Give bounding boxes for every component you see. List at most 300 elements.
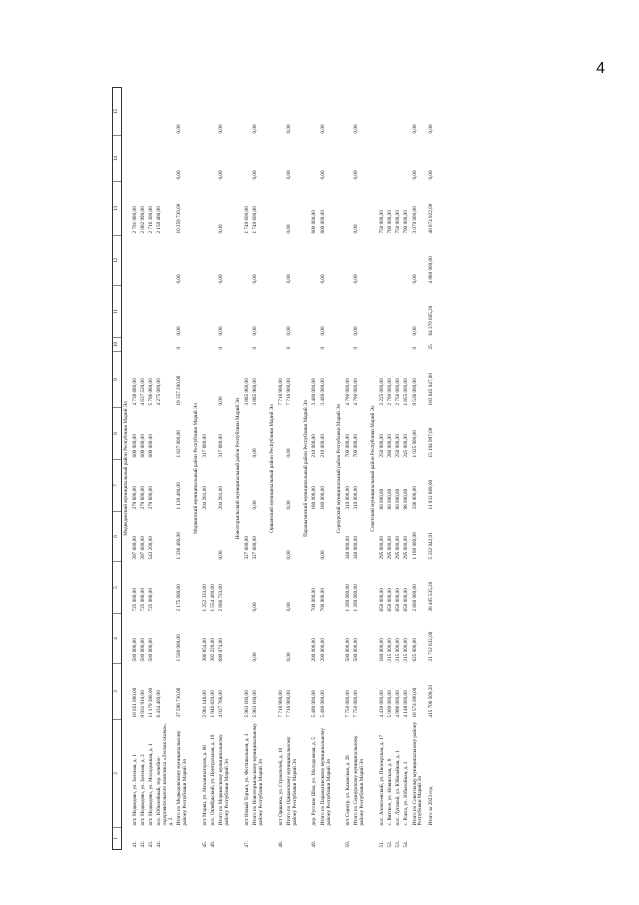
amount-cell: 3 885 960,00	[252, 378, 259, 406]
header-cell: 12	[113, 236, 122, 286]
address-cell: Итого по Сернурскому муниципальному району Республики Марий Эл	[353, 735, 366, 826]
amount-cell: 415 706 569,20	[427, 685, 434, 718]
amount-cell: 0,00	[176, 124, 183, 134]
amount-cell	[202, 286, 210, 338]
amount-cell: 0,00	[176, 274, 183, 284]
amount-cell: 0,00	[285, 326, 292, 336]
section-row	[302, 88, 312, 850]
amount-cell: 327 600,00	[243, 536, 250, 560]
row-number-cell: 51.	[378, 841, 385, 848]
amount-cell: 0,00	[218, 396, 225, 406]
amount-cell	[345, 338, 353, 352]
amount-cell: 2 175 000,00	[176, 584, 183, 612]
total-row	[353, 88, 369, 850]
amount-cell: 10 051 080,00	[131, 687, 138, 718]
amount-cell: 21 712 632,00	[427, 631, 434, 662]
amount-cell: 0,00	[319, 124, 326, 134]
section-row	[369, 88, 379, 850]
amount-cell: 0,00	[353, 274, 360, 284]
amount-cell: 0,00	[252, 602, 259, 612]
amount-cell	[244, 136, 252, 182]
amount-cell: 2 700 000,00	[387, 378, 394, 406]
amount-cell: 500 000,00	[353, 638, 360, 662]
amount-cell: 543 200,00	[148, 536, 155, 560]
amount-cell: 725 000,00	[139, 588, 146, 612]
section-title: Медведевский муниципальный район Республики Марий Эл	[122, 401, 129, 536]
table-row	[311, 88, 319, 850]
amount-cell	[311, 286, 319, 338]
amount-cell: 379 800,00	[148, 486, 155, 510]
amount-cell: 4 700 000,00	[345, 378, 352, 406]
header-cell: 8	[113, 408, 122, 460]
amount-cell: 780 000,00	[387, 210, 394, 234]
amount-cell: 0,00	[411, 326, 418, 336]
budget-table	[112, 87, 438, 850]
amount-cell	[244, 460, 252, 512]
header-cell: 7	[113, 460, 122, 512]
amount-cell: 180 000,00	[319, 486, 326, 510]
amount-cell: 0,00	[285, 274, 292, 284]
amount-cell: 500 000,00	[148, 638, 155, 662]
section-title: Моркинский муниципальный район Республики Марий Эл	[193, 403, 200, 534]
amount-cell: 0,00	[285, 170, 292, 180]
amount-cell	[156, 88, 176, 136]
amount-cell: 2 716 300,00	[148, 206, 155, 234]
total-row	[176, 88, 192, 850]
amount-cell: 7 716 900,00	[277, 690, 284, 718]
amount-cell: 0,00	[252, 448, 259, 458]
amount-cell: 3 070 000,00	[411, 206, 418, 234]
amount-cell	[156, 512, 176, 562]
amount-cell: 180 000,00	[311, 486, 318, 510]
amount-cell	[148, 236, 156, 286]
amount-cell: 1 749 600,00	[252, 206, 259, 234]
address-cell: Итого по Моркинскому муниципальному району Республики Марий Эл	[218, 734, 231, 826]
amount-cell: 0,00	[353, 326, 360, 336]
amount-cell	[210, 136, 218, 182]
amount-cell	[210, 286, 218, 338]
amount-cell: 18 574 000,00	[411, 687, 418, 718]
amount-cell	[278, 408, 286, 460]
amount-cell: 0,00	[252, 500, 259, 510]
amount-cell	[156, 236, 176, 286]
amount-cell: 2 159 460,00	[156, 206, 163, 234]
amount-cell: 825 000,00	[411, 638, 418, 662]
amount-cell: 0	[285, 346, 292, 350]
amount-cell	[244, 562, 252, 614]
row-number-cell: 52.	[387, 841, 394, 848]
amount-cell: 4 430 000,00	[378, 690, 385, 718]
amount-cell: 0,00	[319, 170, 326, 180]
section-row	[234, 88, 244, 850]
amount-cell: 11 179 380,00	[148, 687, 155, 718]
amount-cell	[244, 88, 252, 136]
amount-cell: 7 750 000,00	[345, 690, 352, 718]
table-row	[345, 88, 353, 850]
row-number-cell: 48.	[277, 841, 284, 848]
amount-cell: 204 281,00	[201, 486, 208, 510]
amount-cell: 80 000,00	[387, 488, 394, 510]
amount-cell: 40 874 922,00	[427, 203, 434, 234]
address-cell: Итого по Медведевскому муниципальному району Республики Марий Эл	[176, 730, 189, 826]
amount-cell: 0,00	[218, 224, 225, 234]
amount-cell: 7 716 900,00	[285, 378, 292, 406]
amount-cell: 392 220,00	[210, 638, 217, 662]
row-number-cell	[319, 828, 335, 850]
address-cell: Итого по Параньгинскому муниципальному району Республики Марий Эл	[319, 728, 332, 826]
amount-cell: 2 082 990,00	[139, 206, 146, 234]
amount-cell: 0	[319, 346, 326, 350]
table-row	[140, 88, 148, 850]
amount-cell	[403, 236, 411, 286]
amount-cell: 15 194 097,00	[427, 427, 434, 458]
amount-cell	[278, 338, 286, 352]
amount-cell: 1 252 333,00	[201, 584, 208, 612]
amount-cell: 2 701 080,00	[131, 206, 138, 234]
amount-cell: 193 645 047,00	[427, 373, 434, 406]
amount-cell	[244, 408, 252, 460]
amount-cell	[311, 338, 319, 352]
amount-cell	[403, 338, 411, 352]
amount-cell	[278, 236, 286, 286]
amount-cell: 2 225 000,00	[378, 378, 385, 406]
amount-cell: 215 000,00	[395, 638, 402, 662]
section-title: Оршанский муниципальный район Республики Марий Эл	[268, 404, 275, 533]
amount-cell: 2 806 733,00	[218, 584, 225, 612]
amount-cell: 0,00	[353, 124, 360, 134]
row-number-cell	[427, 828, 437, 850]
amount-cell: 295 000,00	[387, 536, 394, 560]
amount-cell: 0,00	[353, 224, 360, 234]
amount-cell	[387, 338, 395, 352]
amount-cell: 180 000,00	[378, 638, 385, 662]
amount-cell: 204 281,00	[218, 486, 225, 510]
row-number-cell	[252, 828, 268, 850]
section-title: Советский муниципальный район Республики Марий Эл	[370, 405, 377, 532]
amount-cell: 5 963 160,00	[252, 690, 259, 718]
amount-cell	[202, 182, 210, 236]
amount-cell	[210, 512, 218, 562]
header-cell: 9	[113, 352, 122, 408]
amount-cell: 0,00	[218, 124, 225, 134]
amount-cell: 700 000,00	[353, 434, 360, 458]
table-body	[113, 88, 438, 850]
amount-cell: 1 200 000,00	[353, 584, 360, 612]
amount-cell: 0,00	[285, 500, 292, 510]
amount-cell	[278, 460, 286, 512]
amount-cell: 0,00	[353, 170, 360, 180]
amount-cell: 5 490 000,00	[319, 690, 326, 718]
amount-cell: 19 357 200,00	[176, 375, 183, 406]
amount-cell: 650 000,00	[387, 588, 394, 612]
row-number-cell	[176, 828, 192, 850]
address-cell: с. Ронга, ул. Юбилейная, д. 1	[403, 761, 410, 826]
amount-cell: 310 000,00	[345, 486, 352, 510]
amount-cell: 0,00	[285, 652, 292, 662]
amount-cell: 1 338 400,00	[176, 532, 183, 560]
amount-cell: 1 827 000,00	[176, 430, 183, 458]
amount-cell	[395, 286, 403, 338]
amount-cell	[345, 136, 353, 182]
amount-cell: 5 490 000,00	[311, 690, 318, 718]
amount-cell	[244, 338, 252, 352]
amount-cell: 11 032 869,00	[427, 479, 434, 510]
amount-cell: 340 000,00	[353, 536, 360, 560]
section-row	[335, 88, 345, 850]
amount-cell: 25	[427, 344, 434, 350]
table-row	[202, 88, 210, 850]
amount-cell: 9 931 910,00	[139, 690, 146, 718]
amount-cell: 2 081 148,00	[201, 690, 208, 718]
rotated-table-container	[112, 88, 438, 850]
amount-cell: 7 716 900,00	[285, 690, 292, 718]
amount-cell: 3 400 000,00	[311, 378, 318, 406]
header-cell: 3	[113, 664, 122, 720]
header-cell: 1	[113, 828, 122, 850]
table-row	[379, 88, 387, 850]
row-number-cell: 44.	[156, 841, 163, 848]
amount-cell: 280 000,00	[387, 434, 394, 458]
table-row	[210, 88, 218, 850]
amount-cell	[132, 286, 140, 338]
address-cell: пгт Новый Торъял, ул. Фестивальная, д. 3	[243, 733, 250, 826]
header-cell: 6	[113, 512, 122, 562]
amount-cell: 609 000,00	[139, 434, 146, 458]
header-cell: 11	[113, 286, 122, 338]
amount-cell: 0,00	[411, 124, 418, 134]
amount-cell	[387, 236, 395, 286]
amount-cell: 699 074,00	[218, 638, 225, 662]
amount-cell	[345, 88, 353, 136]
amount-cell: 1 749 600,00	[243, 206, 250, 234]
amount-cell	[156, 408, 176, 460]
header-cell: 10	[113, 338, 122, 352]
amount-cell: 0,00	[319, 274, 326, 284]
amount-cell	[387, 286, 395, 338]
amount-cell: 650 000,00	[378, 588, 385, 612]
amount-cell	[132, 338, 140, 352]
row-number-cell	[218, 828, 234, 850]
amount-cell	[156, 338, 176, 352]
section-row	[192, 88, 202, 850]
address-cell: Итого по Новоторъяльскому муниципальному району Республики Марий Эл	[252, 723, 264, 826]
amount-cell: 200 000,00	[319, 638, 326, 662]
amount-cell: 7 750 000,00	[353, 690, 360, 718]
amount-cell	[379, 136, 387, 182]
amount-cell: 700 000,00	[319, 588, 326, 612]
amount-cell: 5 706 080,00	[148, 378, 155, 406]
amount-cell: 210 000,00	[319, 434, 326, 458]
amount-cell	[156, 286, 176, 338]
amount-cell: 295 000,00	[403, 536, 410, 560]
amount-cell: 0,00	[176, 326, 183, 336]
table-row	[148, 88, 156, 850]
amount-cell: 0,00	[218, 274, 225, 284]
amount-cell	[395, 136, 403, 182]
amount-cell: 0,00	[319, 550, 326, 560]
amount-cell	[202, 136, 210, 182]
amount-cell: 0,00	[411, 170, 418, 180]
address-cell: Итого за 2023 год	[427, 786, 434, 826]
row-number-cell: 50.	[345, 841, 352, 848]
amount-cell	[156, 614, 176, 664]
amount-cell	[140, 136, 148, 182]
amount-cell	[156, 136, 176, 182]
amount-cell	[210, 338, 218, 352]
table-row	[132, 88, 140, 850]
amount-cell: 0,00	[252, 326, 259, 336]
amount-cell: 80 000,00	[378, 488, 385, 510]
amount-cell	[278, 88, 286, 136]
amount-cell	[403, 286, 411, 338]
header-cell: 4	[113, 614, 122, 664]
amount-cell: 0,00	[252, 124, 259, 134]
amount-cell	[202, 338, 210, 352]
amount-cell	[132, 88, 140, 136]
amount-cell	[140, 338, 148, 352]
amount-cell: 215 000,00	[403, 638, 410, 662]
amount-cell: 800 000,00	[319, 210, 326, 234]
amount-cell	[140, 236, 148, 286]
table-row	[387, 88, 395, 850]
amount-cell: 609 000,00	[131, 434, 138, 458]
amount-cell	[395, 338, 403, 352]
amount-cell	[244, 614, 252, 664]
amount-cell: 5 332 042,01	[427, 532, 434, 560]
amount-cell: 0,00	[427, 124, 434, 134]
amount-cell: 295 000,00	[395, 536, 402, 560]
total-row	[286, 88, 302, 850]
amount-cell	[403, 88, 411, 136]
amount-cell: 0,00	[285, 602, 292, 612]
amount-cell: 306 854,00	[201, 638, 208, 662]
address-cell: пос. Октябрьский, ул. Центральная, д. 10	[210, 734, 217, 826]
address-cell: пгт. Медведево, ул. Зеленая, д. 2	[139, 754, 146, 826]
amount-cell	[202, 512, 210, 562]
address-cell: пгт. Медведево, ул. Зеленая, д. 1	[131, 754, 138, 826]
amount-cell	[202, 88, 210, 136]
row-number-cell: 53.	[395, 841, 402, 848]
amount-cell: 200 000,00	[311, 638, 318, 662]
amount-cell: 38 405 535,20	[427, 581, 434, 612]
amount-cell	[202, 352, 210, 408]
row-number-cell	[353, 828, 369, 850]
amount-cell: 10 259 730,00	[176, 203, 183, 234]
amount-cell: 37 596 730,00	[176, 687, 183, 718]
amount-cell: 98 000,00	[403, 488, 410, 510]
amount-cell: 3 885 960,00	[243, 378, 250, 406]
address-cell: пгт Оршанка, ул. Строителей, д. 10	[277, 747, 284, 826]
amount-cell: 250 000,00	[378, 434, 385, 458]
amount-cell	[345, 236, 353, 286]
amount-cell: 397 600,00	[139, 536, 146, 560]
amount-cell: 5 963 160,00	[243, 690, 250, 718]
amount-cell: 0	[252, 346, 259, 350]
table-row	[395, 88, 403, 850]
amount-cell: 4 637 520,00	[139, 378, 146, 406]
amount-cell: 0,00	[411, 274, 418, 284]
header-cell: 5	[113, 562, 122, 614]
amount-cell: 0	[218, 346, 225, 350]
amount-cell: 4 996 000,00	[395, 690, 402, 718]
section-title: Сернурский муниципальный район Республики Марий Эл	[336, 403, 343, 534]
amount-cell	[156, 562, 176, 614]
total-row	[427, 88, 437, 850]
total-row	[411, 88, 427, 850]
amount-cell: 1 554 400,00	[210, 584, 217, 612]
amount-cell	[148, 286, 156, 338]
amount-cell: 7 716 900,00	[277, 378, 284, 406]
amount-cell: 0	[176, 346, 183, 350]
amount-cell: 2 600 000,00	[411, 584, 418, 612]
amount-cell	[379, 338, 387, 352]
row-number-cell: 43.	[148, 841, 155, 848]
amount-cell: 327 600,00	[252, 536, 259, 560]
amount-cell: 650 000,00	[403, 588, 410, 612]
table-row	[244, 88, 252, 850]
amount-cell	[311, 512, 319, 562]
row-number-cell: 41.	[131, 841, 138, 848]
amount-cell	[210, 88, 218, 136]
amount-cell	[132, 236, 140, 286]
amount-cell: 379 800,00	[139, 486, 146, 510]
amount-cell: 0,00	[285, 448, 292, 458]
amount-cell: 397 600,00	[131, 536, 138, 560]
address-cell: Итого по Оршанскому муниципальному району Республики Марий Эл	[285, 736, 298, 826]
amount-cell	[140, 286, 148, 338]
total-row	[319, 88, 335, 850]
total-row	[218, 88, 234, 850]
amount-cell: 1 200 000,00	[345, 584, 352, 612]
amount-cell: 500 000,00	[345, 638, 352, 662]
amount-cell: 4 738 680,00	[131, 378, 138, 406]
amount-cell	[244, 236, 252, 286]
amount-cell: 725 000,00	[148, 588, 155, 612]
amount-cell: 0,00	[285, 224, 292, 234]
amount-cell	[345, 182, 353, 236]
header-cell: 15	[113, 88, 122, 136]
amount-cell: 1 025 000,00	[411, 430, 418, 458]
amount-cell	[395, 88, 403, 136]
header-cell: 13	[113, 182, 122, 236]
amount-cell: 500 000,00	[139, 638, 146, 662]
address-cell: Итого по Советскому муниципальному району Республики Марий Эл	[411, 721, 424, 826]
amount-cell	[387, 88, 395, 136]
amount-cell: 750 000,00	[395, 210, 402, 234]
amount-cell	[345, 286, 353, 338]
amount-cell: 84 370 605,20	[427, 305, 434, 336]
amount-cell: 0,00	[427, 170, 434, 180]
amount-cell: 0,00	[176, 170, 183, 180]
amount-cell: 0,00	[285, 124, 292, 134]
amount-cell: 3 400 000,00	[319, 378, 326, 406]
amount-cell: 0,00	[319, 326, 326, 336]
amount-cell: 0	[353, 346, 360, 350]
page-number: 4	[596, 60, 605, 77]
amount-cell	[395, 236, 403, 286]
amount-cell	[210, 182, 218, 236]
row-number-cell: 46.	[210, 841, 217, 848]
address-cell: пгт. Медведево, ул. Молодежная, д. 1	[148, 743, 155, 826]
section-title: Новоторъяльский муниципальный район Республики Марий Эл	[235, 397, 242, 540]
amount-cell	[278, 136, 286, 182]
section-row	[122, 88, 132, 850]
amount-cell: 0,00	[218, 550, 225, 560]
amount-cell: 700 000,00	[345, 434, 352, 458]
amount-cell	[244, 286, 252, 338]
amount-cell: 725 000,00	[131, 588, 138, 612]
amount-cell: 700 000,00	[311, 588, 318, 612]
